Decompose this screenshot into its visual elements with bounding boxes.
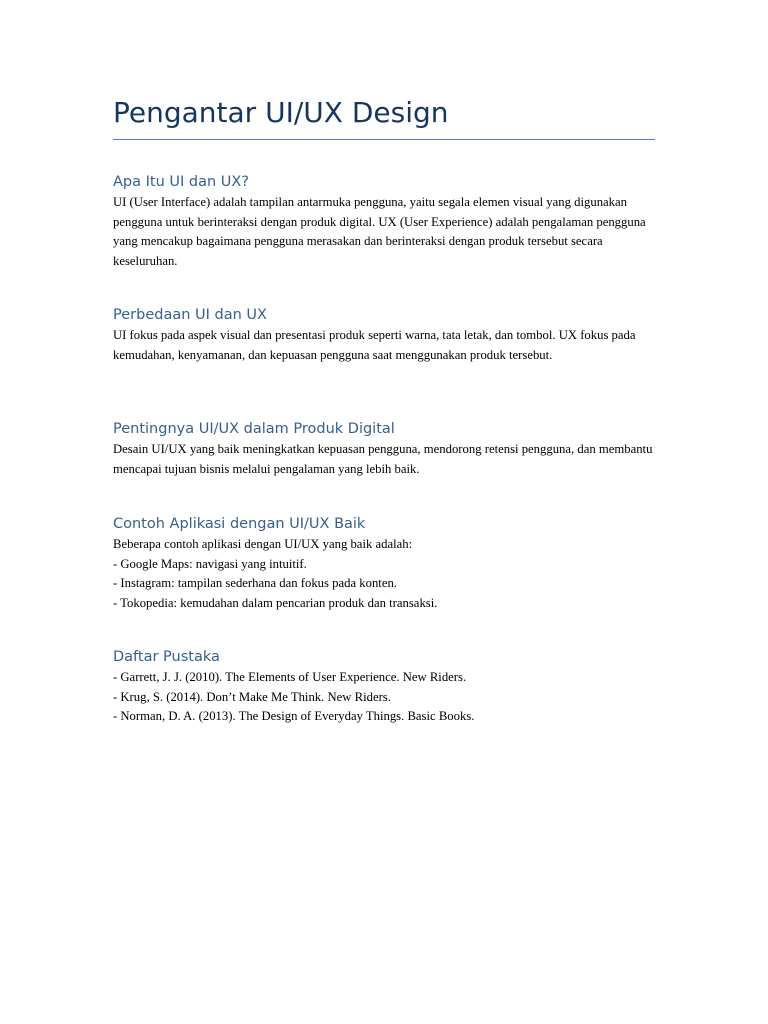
list-item: - Tokopedia: kemudahan dalam pencarian produk dan transaksi. — [113, 595, 438, 610]
reference-item: - Krug, S. (2014). Don’t Make Me Think. New Riders. — [113, 689, 391, 704]
list-intro: Beberapa contoh aplikasi dengan UI/UX yang baik adalah: — [113, 537, 413, 551]
section-heading: Pentingnya UI/UX dalam Produk Digital — [113, 421, 395, 437]
section-heading: Contoh Aplikasi dengan UI/UX Baik — [113, 516, 366, 532]
section-perbedaan-ui-ux — [113, 304, 655, 365]
section-heading: Perbedaan UI dan UX — [113, 307, 267, 323]
section-heading: Daftar Pustaka — [113, 649, 220, 665]
section-apa-itu-ui-ux — [113, 171, 655, 271]
reference-item: - Garrett, J. J. (2010). The Elements of User Experience. New Riders. — [113, 670, 467, 684]
section-paragraph: Desain UI/UX yang baik meningkatkan kepuasan pengguna, mendorong retensi pengguna, dan membantu mencapai tujuan bisnis melalui pengalaman yang lebih baik. — [113, 442, 653, 476]
reference-item: - Norman, D. A. (2013). The Design of Everyday Things. Basic Books. — [113, 709, 475, 723]
example-list — [113, 535, 655, 613]
list-item: - Instagram: tampilan sederhana dan fokus pada konten. — [113, 576, 397, 590]
title-underline-rule — [113, 139, 655, 140]
section-pentingnya-ui-ux — [113, 418, 655, 479]
section-daftar-pustaka — [113, 646, 655, 727]
section-contoh-aplikasi — [113, 513, 655, 613]
section-heading: Apa Itu UI dan UX? — [113, 174, 250, 190]
document-title: Pengantar UI/UX Design — [113, 96, 449, 129]
section-paragraph: UI fokus pada aspek visual dan presentasi produk seperti warna, tata letak, dan tombol. UX fokus pada kemudahan, kenyamanan, dan kepuasan pengguna saat menggunakan produk tersebut. — [113, 328, 636, 362]
reference-list — [113, 668, 655, 727]
section-paragraph: UI (User Interface) adalah tampilan antarmuka pengguna, yaitu segala elemen visual yang digunakan pengguna untuk berinteraksi dengan produk digital. UX (User Experience) adalah pengalaman pengguna yang mencakup bagaimana pengguna merasakan dan berinteraksi dengan produk tersebut secara keseluruhan. — [113, 195, 646, 268]
list-item: - Google Maps: navigasi yang intuitif. — [113, 556, 307, 571]
